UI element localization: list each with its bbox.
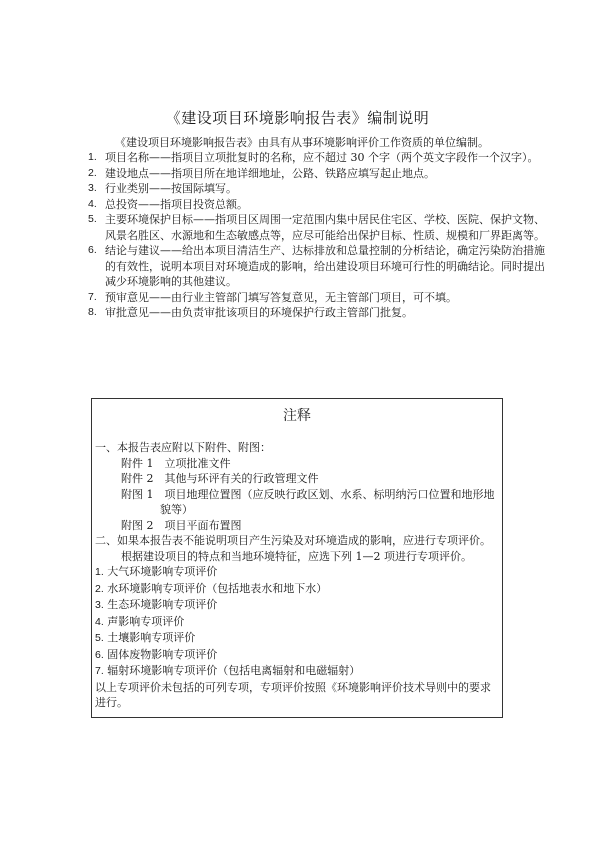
attachment-item: 附件 2 其他与环评有关的行政管理文件: [121, 472, 319, 485]
item-number: 2.: [88, 166, 97, 179]
special-text: 水环境影响专项评价（包括地表水和地下水）: [107, 581, 328, 595]
item-number: 3.: [88, 182, 97, 194]
list-item: [88, 305, 548, 321]
item-number: 6.: [88, 244, 97, 256]
item-number: 1.: [88, 151, 97, 163]
list-item: [88, 212, 548, 243]
special-item: [95, 581, 497, 598]
attachment-item: 附件 1 立项批准文件: [121, 456, 231, 470]
special-number: 1.: [95, 566, 104, 578]
list-item: [88, 150, 548, 166]
attachment-item: 附图 2 项目平面布置图: [121, 518, 242, 532]
special-item: [95, 597, 497, 614]
notes-box: [91, 398, 503, 718]
special-number: 5.: [95, 632, 104, 644]
special-text: 大气环境影响专项评价: [107, 565, 218, 578]
item-text: 项目名称——指项目立项批复时的名称，应不超过 30 个字（两个英文字段作一个汉字）。: [105, 151, 539, 164]
instruction-list: [88, 150, 548, 321]
notes-title: 注释: [283, 408, 311, 424]
item-number: 8.: [88, 306, 97, 318]
special-item: [95, 630, 497, 647]
attachment-list: [95, 456, 497, 534]
item-text: 行业类别——按国际填写。: [105, 182, 237, 195]
item-number: 7.: [88, 290, 97, 303]
special-item: [95, 564, 497, 581]
section-two-paragraph: 二、如果本报告表不能说明项目产生污染及对环境造成的影响，应进行专项评价。根据建设项目的特点和当地环境特征，应选下列 1—2 项进行专项评价。: [95, 534, 491, 563]
item-number: 4.: [88, 197, 97, 210]
document-title: 《建设项目环境影响报告表》编制说明: [165, 109, 430, 127]
list-item: [88, 290, 548, 306]
special-number: 4.: [95, 615, 104, 628]
special-text: 固体废物影响专项评价: [107, 647, 218, 661]
list-item: [88, 197, 548, 213]
list-item: [88, 243, 548, 290]
special-text: 辐射环境影响专项评价（包括电离辐射和电磁辐射）: [107, 664, 361, 677]
special-text: 生态环境影响专项评价: [107, 598, 218, 611]
special-item: [95, 663, 497, 680]
special-number: 6.: [95, 648, 104, 661]
item-text: 结论与建议——给出本项目清洁生产、达标排放和总量控制的分析结论，确定污染防治措施的有效性，说明本项目对环境造成的影响，给出建设项目环境可行性的明确结论。同时提出减少环境影响的其他建议。: [105, 244, 545, 288]
section-one-heading: 一、本报告表应附以下附件、附图：: [95, 441, 271, 454]
item-text: 预审意见——由行业主管部门填写答复意见，无主管部门项目，可不填。: [105, 290, 457, 304]
special-number: 7.: [95, 665, 104, 677]
item-text: 主要环境保护目标——指项目区周围一定范围内集中居民住宅区、学校、医院、保护文物、风景名胜区、水源地和生态敏感点等，应尽可能给出保护目标、性质、规模和厂界距离等。: [105, 213, 545, 242]
special-text: 声影响专项评价: [107, 614, 185, 628]
special-number: 3.: [95, 599, 104, 611]
item-number: 5.: [88, 213, 97, 225]
special-number: 2.: [95, 582, 104, 595]
attachment-item: 附图 1 项目地理位置图（应反映行政区划、水系、标明纳污口位置和地形地貌等）: [121, 487, 495, 516]
list-item: [88, 166, 548, 182]
notes-footer: 以上专项评价未包括的可列专项，专项评价按照《环境影响评价技术导则中的要求进行。: [95, 680, 491, 709]
item-text: 总投资——指项目投资总额。: [105, 197, 248, 211]
item-text: 建设地点——指项目所在地详细地址，公路、铁路应填写起止地点。: [105, 166, 435, 180]
notes-body: [95, 440, 497, 711]
special-item: [95, 647, 497, 664]
list-item: [88, 181, 548, 197]
intro-paragraph: 《建设项目环境影响报告表》由具有从事环境影响评价工作资质的单位编制。: [115, 136, 489, 149]
special-text: 土壤影响专项评价: [107, 631, 196, 644]
item-text: 审批意见——由负责审批该项目的环境保护行政主管部门批复。: [105, 306, 413, 319]
special-item: [95, 614, 497, 631]
